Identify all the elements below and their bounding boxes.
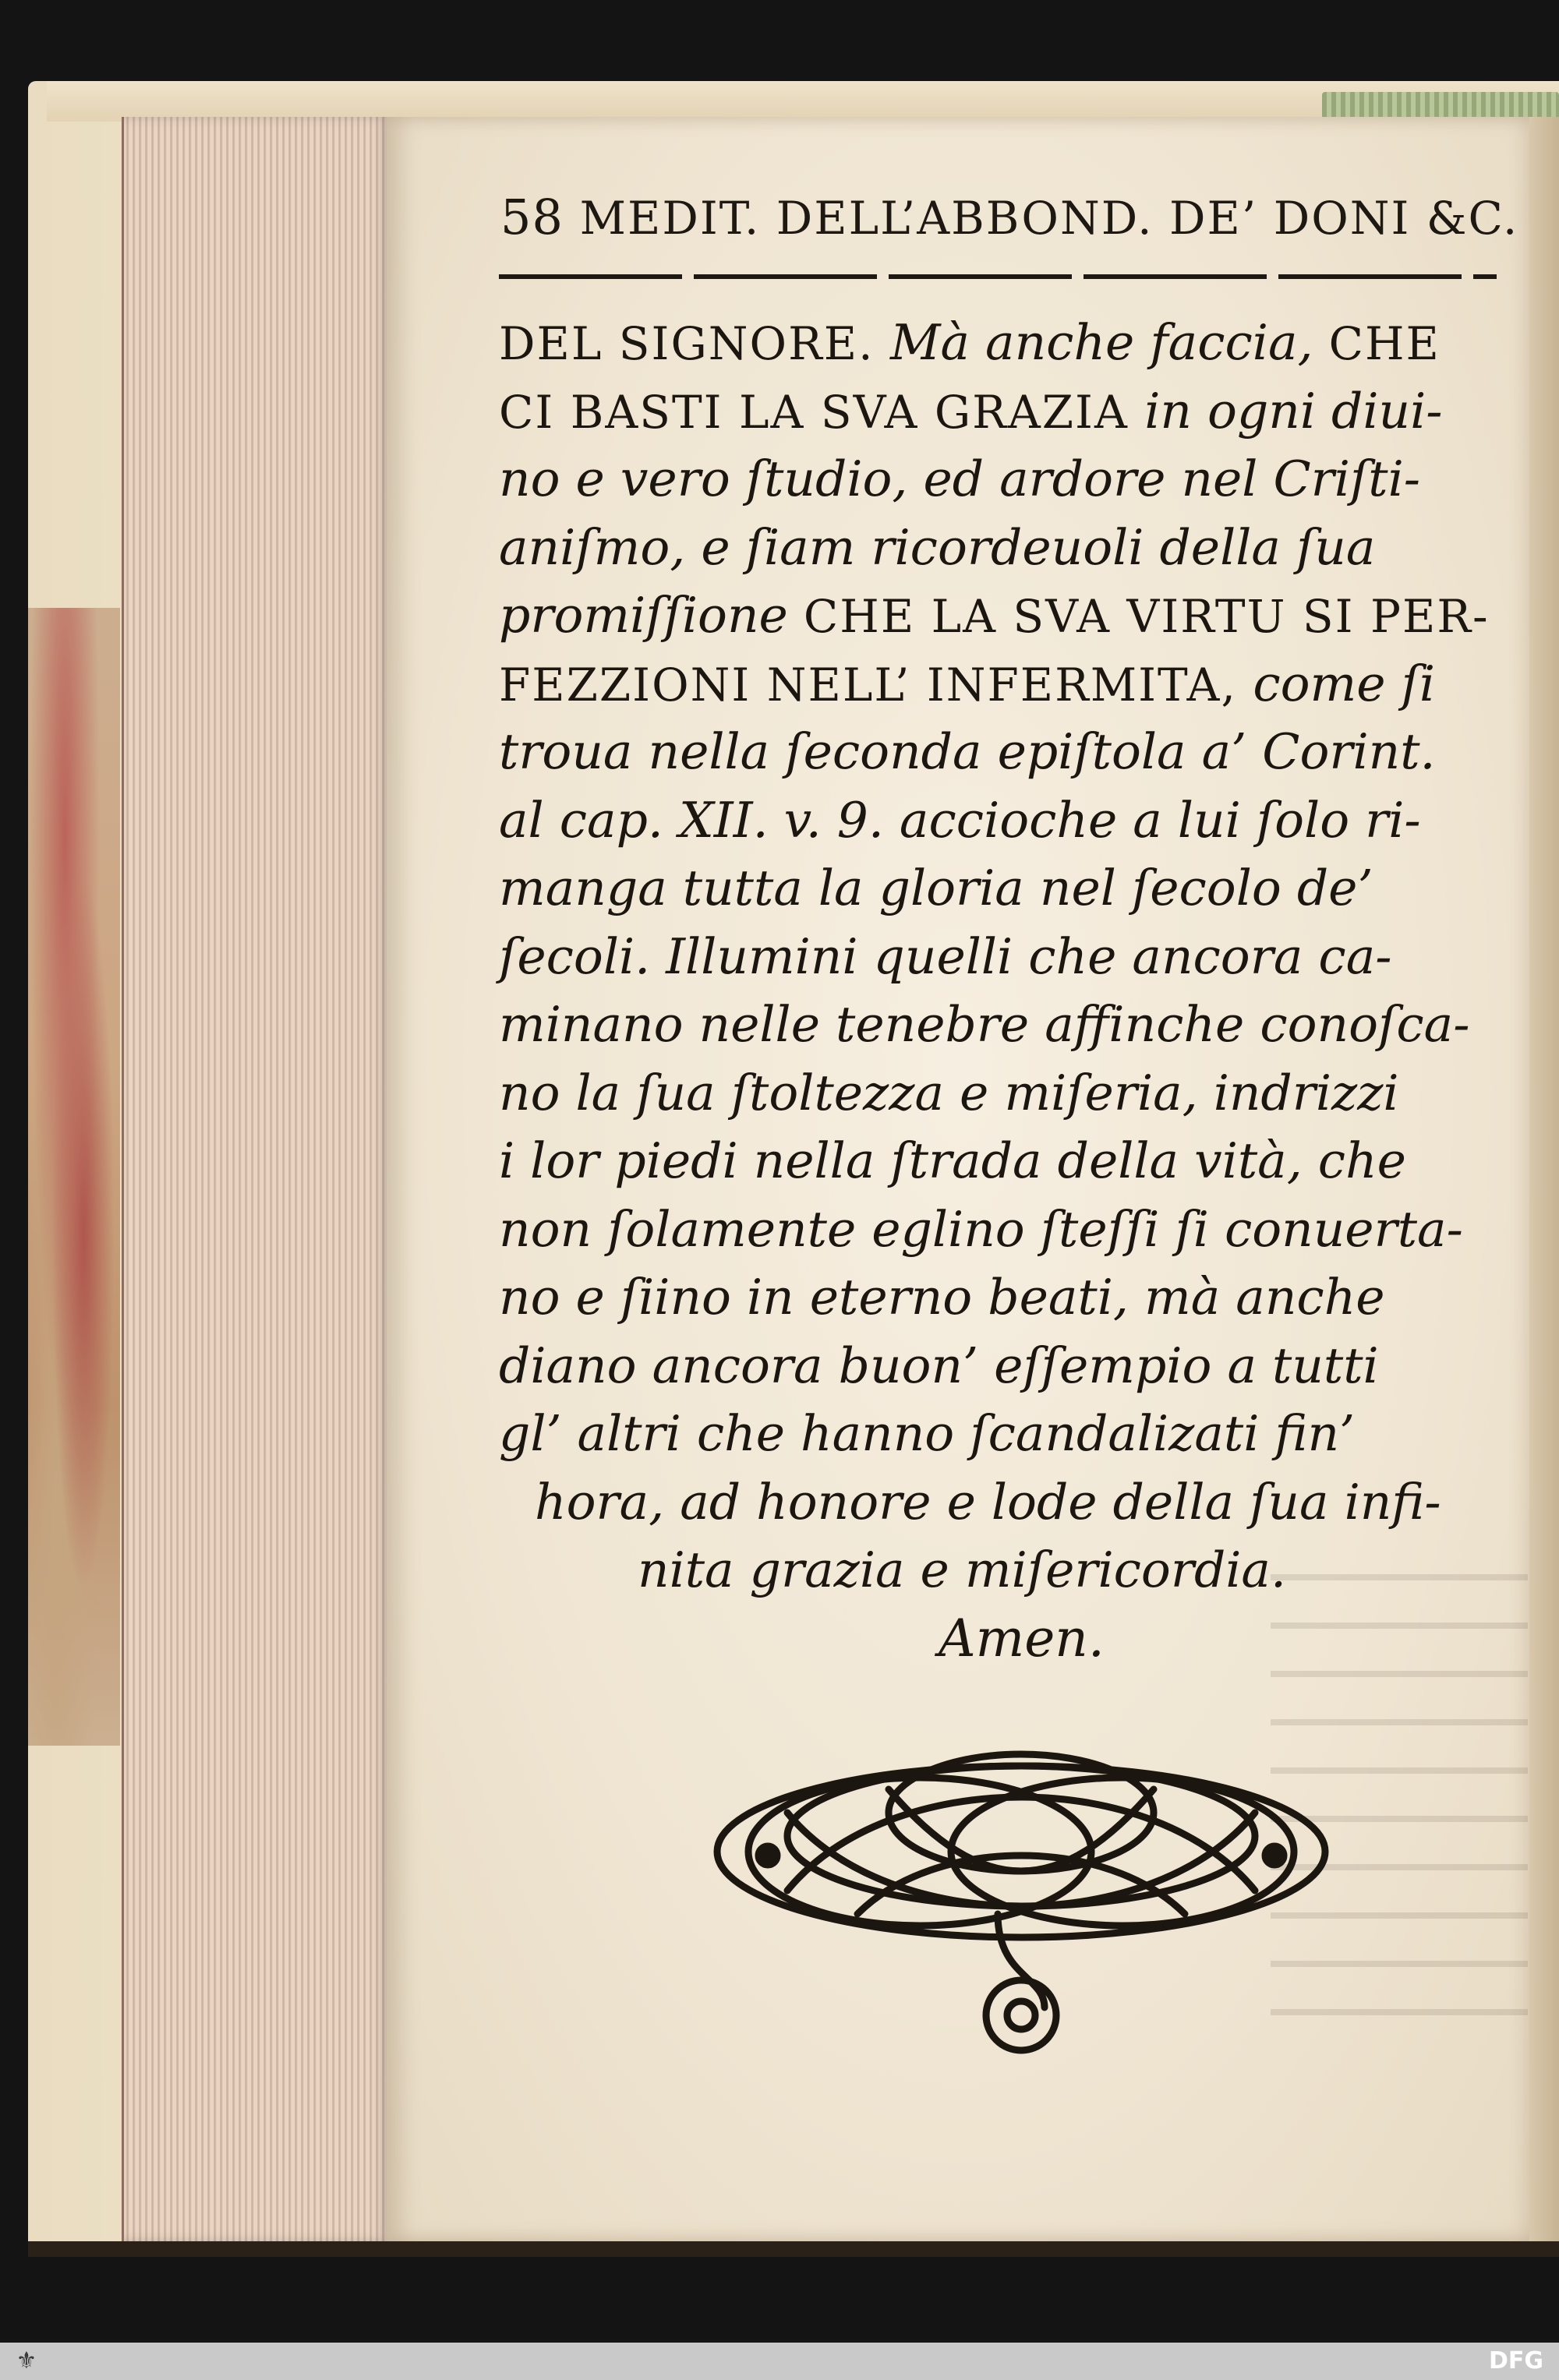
text-line xyxy=(499,996,1470,1053)
marbled-cover-patch xyxy=(28,608,120,1746)
text-line xyxy=(535,1473,1441,1531)
text-line xyxy=(499,382,1443,440)
text-line xyxy=(499,1337,1379,1394)
library-logo-icon: ⚜ xyxy=(16,2347,37,2375)
italic-text: aniſmo, e ſiam ricordeuoli della ſua xyxy=(499,518,1376,576)
italic-text: no e vero ſtudio, ed ardore nel Criſti- xyxy=(499,450,1421,507)
page-number: 58 xyxy=(500,189,564,245)
small-caps-text: CHE xyxy=(1328,317,1441,370)
small-caps-text: CHE LA SVA VIRTU SI PER- xyxy=(803,590,1490,643)
italic-text: troua nella ſeconda epiſtola a’ Corint. xyxy=(499,723,1436,780)
italic-text: come ſi xyxy=(1253,655,1436,712)
italic-text: diano ancora buon’ eſſempio a tutti xyxy=(499,1337,1379,1394)
text-line xyxy=(499,927,1392,985)
header-rule xyxy=(499,274,1497,279)
small-caps-text: FEZZIONI NELL’ INFERMITA, xyxy=(499,658,1253,712)
text-line xyxy=(499,1200,1463,1258)
text-line xyxy=(499,314,1441,371)
closing-word: Amen. xyxy=(939,1608,1105,1668)
text-line xyxy=(499,1405,1356,1462)
italic-text: non ſolamente eglino ſteſſi ſi conuerta- xyxy=(499,1200,1463,1258)
italic-text: manga tutta la gloria nel ſecolo de’ xyxy=(499,860,1373,916)
italic-text: ſecoli. Illumini quelli che ancora ca- xyxy=(499,927,1392,985)
text-line xyxy=(499,1269,1385,1326)
text-line xyxy=(638,1541,1287,1598)
italic-text: al cap. XII. v. 9. accioche a lui ſolo ri- xyxy=(499,791,1421,849)
text-line xyxy=(499,791,1421,849)
text-line xyxy=(499,518,1376,576)
italic-text: nita grazia e miſericordia. xyxy=(638,1541,1287,1598)
page-fold-edge xyxy=(1529,117,1559,2241)
dfg-mark: DFG xyxy=(1488,2347,1543,2375)
italic-text: i lor piedi nella ſtrada della vità, che xyxy=(499,1132,1406,1189)
italic-text: hora, ad honore e lode della ſua infi- xyxy=(535,1473,1441,1531)
text-line xyxy=(499,587,1490,644)
small-caps-text: DEL SIGNORE. xyxy=(499,317,890,370)
italic-text: no la ſua ſtoltezza e miſeria, indrizzi xyxy=(499,1064,1399,1121)
running-header xyxy=(500,189,1519,245)
italic-text: minano nelle tenebre affinche conoſca- xyxy=(499,996,1470,1053)
italic-text: Mà anche faccia, xyxy=(889,314,1329,371)
text-line xyxy=(499,860,1373,916)
page-stack-edge xyxy=(122,117,389,2241)
text-line xyxy=(499,655,1436,712)
text-line xyxy=(499,1064,1399,1121)
italic-text: promiſſione xyxy=(499,587,804,644)
italic-text: no e ſiino in eterno beati, mà anche xyxy=(499,1269,1385,1326)
running-title: MEDIT. DELL’ABBOND. DE’ DONI &C. xyxy=(579,192,1519,245)
text-line xyxy=(499,450,1421,507)
text-line xyxy=(499,1132,1406,1189)
book-bottom-shadow xyxy=(28,2241,1559,2257)
text-line xyxy=(499,723,1436,780)
small-caps-text: CI BASTI LA SVA GRAZIA xyxy=(499,385,1145,439)
italic-text: in ogni diui- xyxy=(1144,382,1443,440)
ornament-flourish-icon xyxy=(686,1719,1356,2062)
footer-bar xyxy=(0,2343,1559,2380)
italic-text: gl’ altri che hanno ſcandalizati fin’ xyxy=(499,1405,1356,1462)
